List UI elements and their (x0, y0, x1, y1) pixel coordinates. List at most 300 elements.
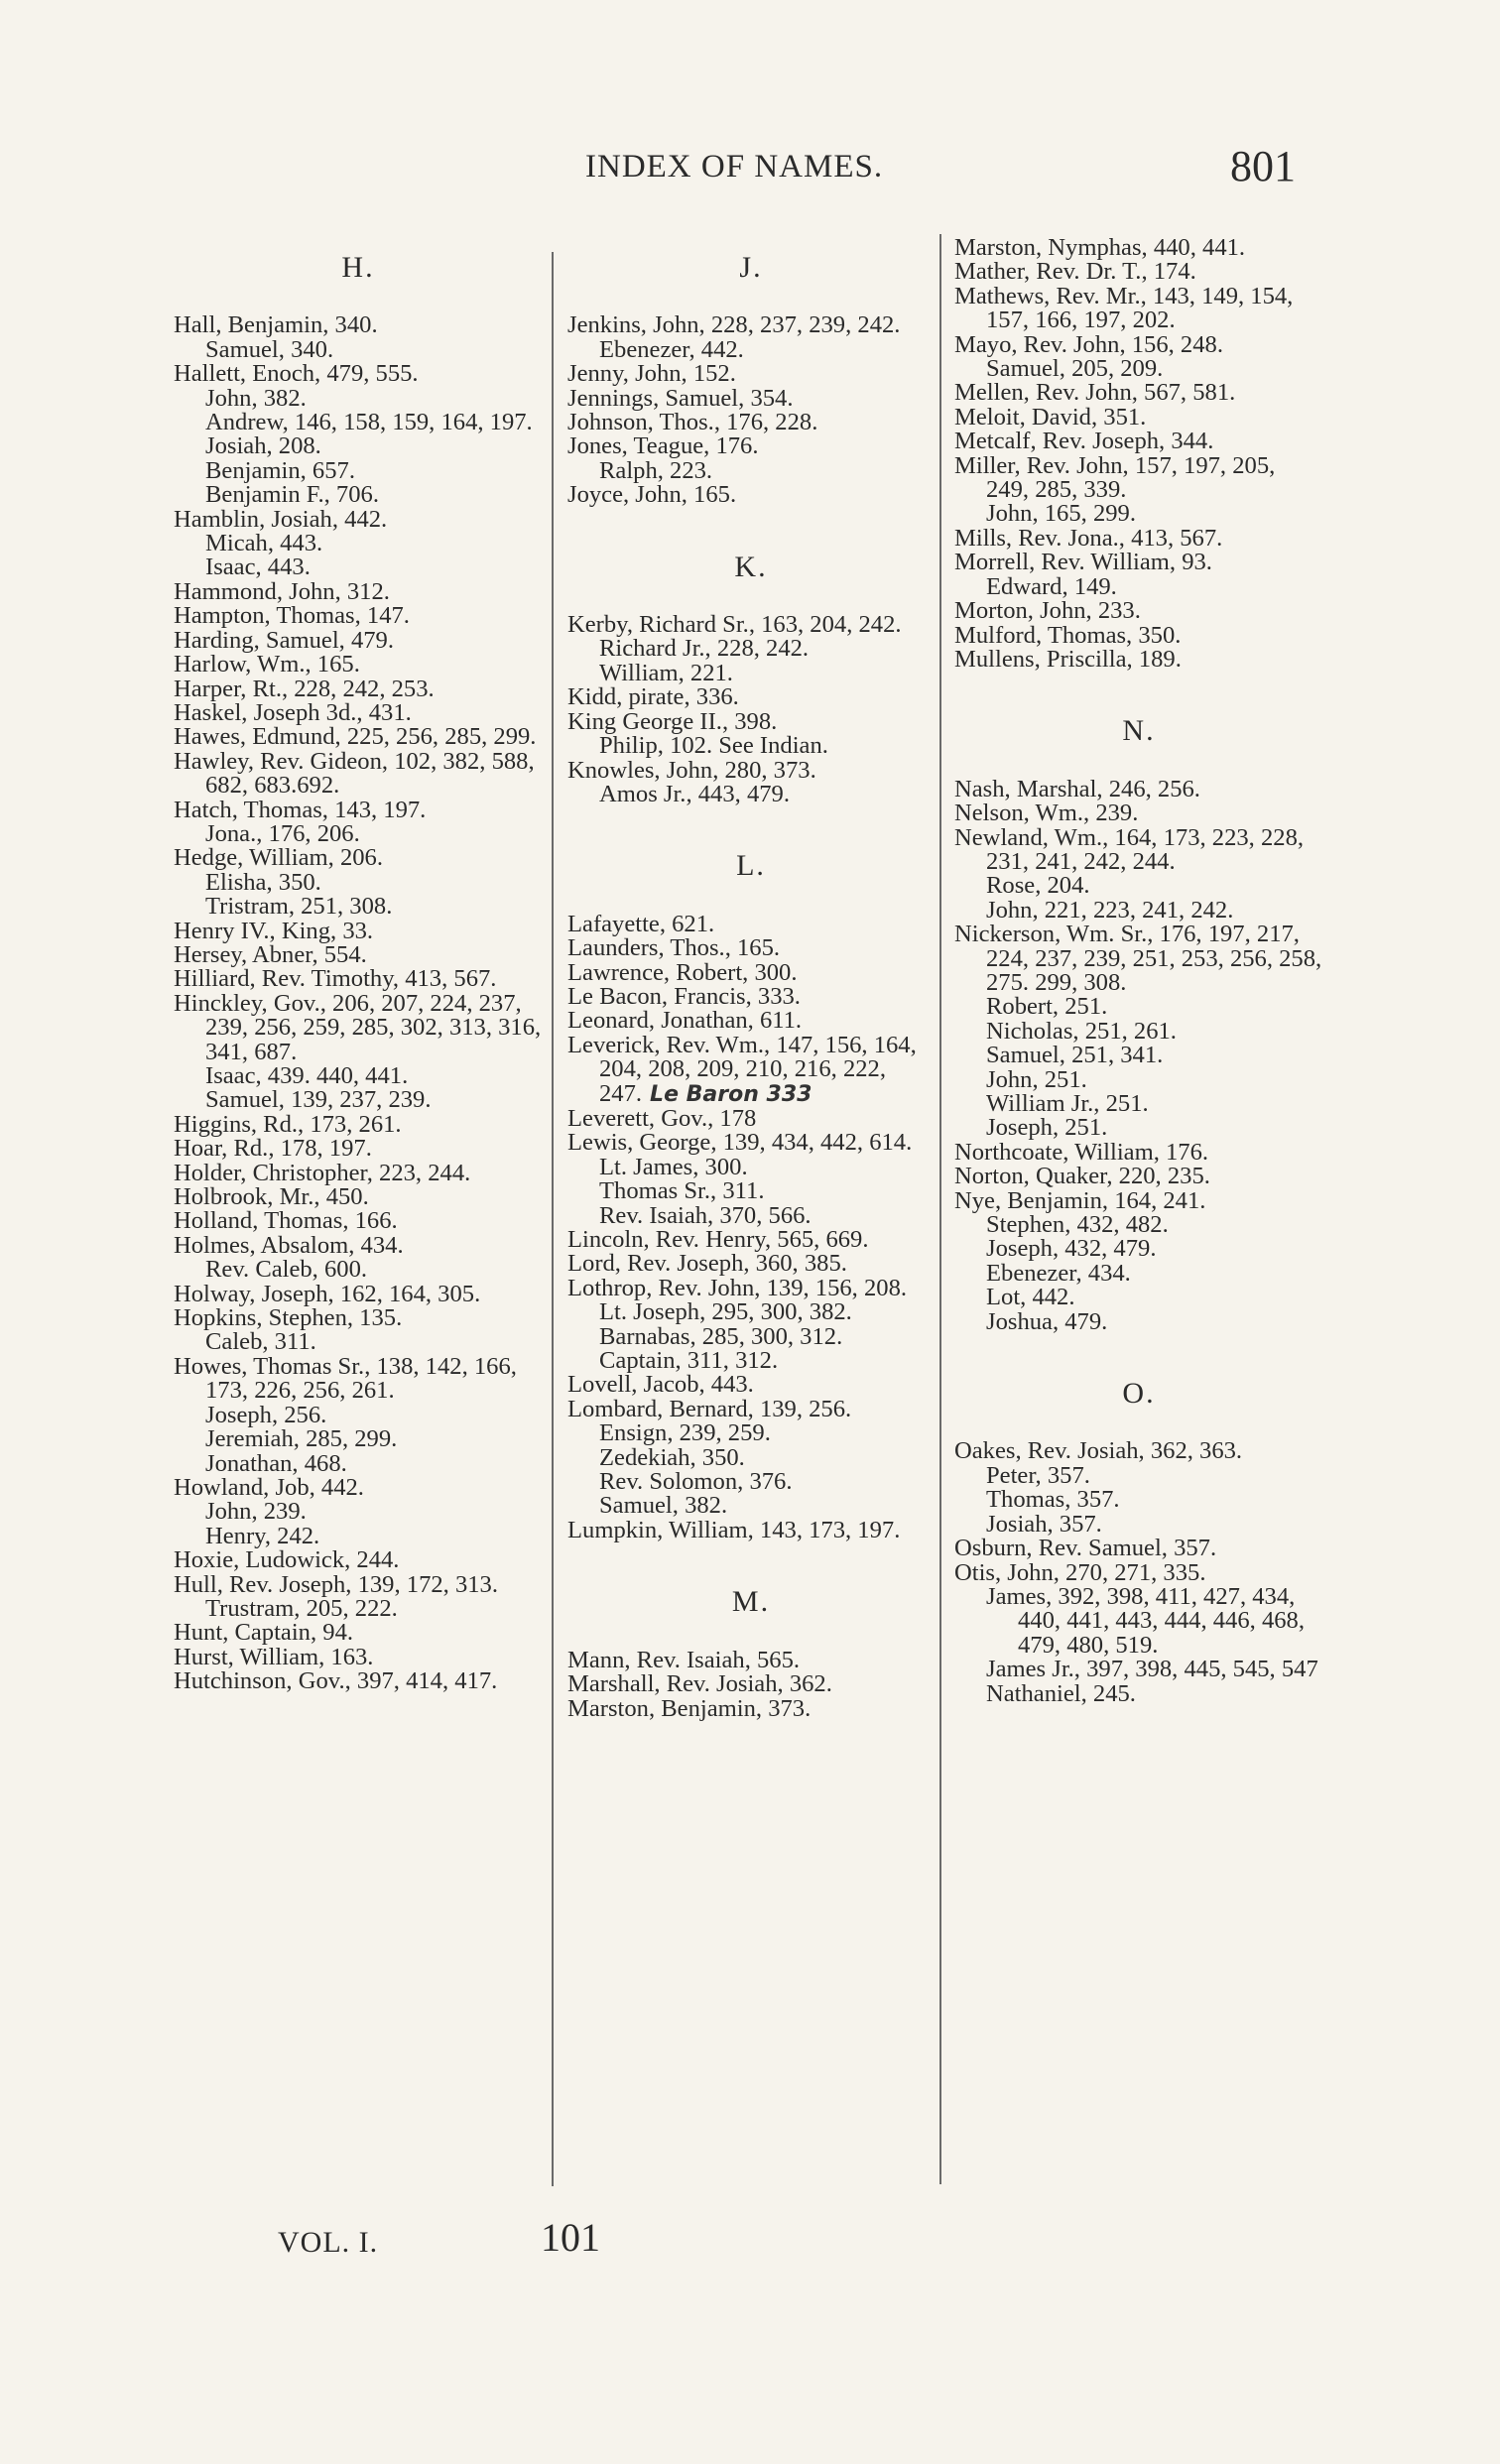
index-entry (954, 524, 1323, 552)
index-entry (174, 1110, 543, 1138)
entry-text: Amos Jr., 443, 479. (599, 780, 790, 807)
entry-text: Marshall, Rev. Josiah, 362. (567, 1670, 832, 1698)
index-subentry (954, 1213, 1323, 1237)
entry-text: Rose, 204. (986, 872, 1090, 900)
entry-text: Leverett, Gov., 178 (567, 1104, 757, 1132)
index-entry (567, 1031, 935, 1107)
index-entry (174, 917, 543, 944)
entry-text: Harding, Samuel, 479. (174, 626, 394, 654)
index-entry (567, 1395, 935, 1422)
index-entry (567, 756, 935, 784)
index-entry (567, 707, 935, 735)
entry-text: Leverick, Rev. Wm., 147, 156, 164, 204, 208, 209, 210, 216, 222, 247. (567, 1031, 917, 1107)
entry-text: Newland, Wm., 164, 173, 223, 228, 231, 241, 242, 244. (954, 823, 1305, 875)
entry-text: Barnabas, 285, 300, 312. (599, 1322, 843, 1350)
entry-text: Haskel, Joseph 3d., 431. (174, 698, 412, 726)
index-entry (174, 1570, 543, 1598)
entry-text: Captain, 311, 312. (599, 1347, 779, 1375)
index-subentry (174, 895, 543, 919)
entry-text: Kidd, pirate, 336. (567, 683, 739, 711)
index-entry (954, 282, 1323, 334)
index-entry (954, 645, 1323, 673)
index-entry (174, 1306, 543, 1330)
entry-text: John, 165, 299. (986, 500, 1136, 528)
index-subentry (567, 1322, 935, 1350)
index-entry (567, 384, 935, 412)
entry-text: Norton, Quaker, 220, 235. (954, 1163, 1210, 1190)
entry-text: Metcalf, Rev. Joseph, 344. (954, 428, 1214, 455)
entry-text: Nathaniel, 245. (986, 1679, 1136, 1707)
entry-text: Edward, 149. (986, 572, 1117, 600)
entry-text: Harlow, Wm., 165. (174, 651, 360, 678)
entry-text: Henry IV., King, 33. (174, 917, 374, 944)
entry-text: Morrell, Rev. William, 93. (954, 549, 1212, 576)
index-subentry (567, 1153, 935, 1180)
entry-text: Hallett, Enoch, 479, 555. (174, 360, 419, 388)
entry-text: Lafayette, 621. (567, 910, 715, 937)
index-subentry (174, 555, 543, 579)
index-subentry (567, 1421, 935, 1445)
index-entry (567, 1373, 935, 1397)
entry-text: Morton, John, 233. (954, 597, 1141, 625)
entry-text: Howland, Job, 442. (174, 1473, 364, 1501)
index-subentry (954, 502, 1323, 526)
index-subentry (954, 1092, 1323, 1116)
index-entry (954, 1439, 1323, 1463)
index-entry (174, 698, 543, 726)
entry-text: Samuel, 340. (205, 335, 334, 363)
index-entry (174, 1669, 543, 1693)
index-subentry (567, 456, 935, 484)
entry-text: Benjamin, 657. (205, 456, 355, 484)
entry-text: Howes, Thomas Sr., 138, 142, 166, 173, 226, 256, 261. (174, 1352, 517, 1405)
entry-text: William Jr., 251. (986, 1090, 1149, 1117)
index-entry (567, 434, 935, 458)
entry-text: Caleb, 311. (205, 1328, 316, 1356)
index-entry (954, 775, 1323, 802)
entry-text: Hedge, William, 206. (174, 844, 383, 872)
index-subentry (567, 1443, 935, 1471)
entry-text: Jones, Teague, 176. (567, 432, 759, 460)
entry-text: Samuel, 382. (599, 1492, 728, 1520)
entry-text: Oakes, Rev. Josiah, 362, 363. (954, 1437, 1243, 1465)
entry-text: Lot, 442. (986, 1284, 1075, 1311)
entry-text: Micah, 443. (205, 530, 323, 557)
entry-text: William, 221. (599, 659, 733, 686)
index-subentry (567, 659, 935, 686)
index-subentry (174, 1594, 543, 1622)
index-subentry (174, 483, 543, 507)
entry-text: Higgins, Rd., 173, 261. (174, 1110, 402, 1138)
index-entry (174, 1159, 543, 1186)
index-subentry (954, 1488, 1323, 1512)
index-subentry (567, 780, 935, 807)
entry-text: Hawes, Edmund, 225, 256, 285, 299. (174, 723, 537, 751)
index-subentry (567, 1470, 935, 1494)
entry-text: Holland, Thomas, 166. (174, 1207, 398, 1235)
index-entry (174, 1548, 543, 1572)
index-entry (954, 823, 1323, 875)
entry-text: Jennings, Samuel, 354. (567, 384, 794, 412)
section-letter: J. (739, 251, 763, 284)
page-number: 801 (1230, 142, 1296, 190)
entry-text: Robert, 251. (986, 993, 1108, 1021)
entry-text: Zedekiah, 350. (599, 1443, 745, 1471)
index-entry (567, 685, 935, 709)
index-subentry (954, 1679, 1323, 1707)
index-entry (174, 604, 543, 628)
index-entry (174, 1621, 543, 1645)
index-entry (954, 260, 1323, 284)
entry-text: Mills, Rev. Jona., 413, 567. (954, 524, 1223, 552)
entry-text: Samuel, 139, 237, 239. (205, 1086, 432, 1114)
index-entry (174, 1209, 543, 1233)
entry-text: Hutchinson, Gov., 397, 414, 417. (174, 1667, 498, 1695)
index-entry (954, 430, 1323, 453)
index-subentry (567, 1349, 935, 1373)
entry-text: Nash, Marshal, 246, 256. (954, 775, 1200, 802)
entry-text: Hilliard, Rev. Timothy, 413, 567. (174, 965, 497, 993)
index-entry (567, 1672, 935, 1696)
index-entry (174, 989, 543, 1065)
entry-text: Northcoate, William, 176. (954, 1138, 1209, 1166)
entry-text: Ensign, 239, 259. (599, 1419, 771, 1447)
index-subentry (954, 1286, 1323, 1309)
entry-text: Joseph, 432, 479. (986, 1235, 1157, 1263)
index-subentry (954, 1017, 1323, 1045)
index-entry (567, 613, 935, 637)
index-entry (954, 551, 1323, 574)
entry-text: Trustram, 205, 222. (205, 1594, 398, 1622)
entry-text: Marston, Benjamin, 373. (567, 1694, 812, 1722)
signature-mark: 101 (541, 2215, 600, 2260)
index-entry (567, 1131, 935, 1155)
index-entry (954, 330, 1323, 358)
index-entry (567, 1516, 935, 1543)
index-entry (174, 1185, 543, 1209)
entry-text: Harper, Rt., 228, 242, 253. (174, 675, 435, 702)
index-subentry (174, 1500, 543, 1524)
index-entry (567, 1694, 935, 1722)
entry-text: Richard Jr., 228, 242. (599, 635, 810, 663)
index-subentry (174, 1427, 543, 1451)
index-subentry (174, 1064, 543, 1088)
entry-text: Lewis, George, 139, 434, 442, 614. (567, 1129, 913, 1157)
entry-text: Thomas Sr., 311. (599, 1177, 765, 1205)
index-subentry (174, 1401, 543, 1428)
entry-text: Rev. Isaiah, 370, 566. (599, 1201, 812, 1229)
index-subentry (174, 456, 543, 484)
index-subentry (567, 1300, 935, 1324)
index-entry (174, 1280, 543, 1307)
column-divider-2 (939, 234, 941, 2184)
entry-text: Joshua, 479. (986, 1307, 1108, 1335)
entry-text: Ebenezer, 442. (599, 335, 744, 363)
index-subentry (954, 1116, 1323, 1140)
index-entry (567, 1646, 935, 1673)
index-subentry (954, 357, 1323, 381)
column-divider-1 (552, 252, 554, 2186)
entry-text: Hatch, Thomas, 143, 197. (174, 796, 427, 823)
section-letter: K. (734, 550, 768, 583)
entry-text: Lt. James, 300. (599, 1153, 748, 1180)
index-entry (954, 599, 1323, 623)
index-subentry (174, 335, 543, 363)
index-entry (567, 910, 935, 937)
page-footer (0, 2214, 1500, 2274)
entry-text: Kerby, Richard Sr., 163, 204, 242. (567, 611, 902, 639)
entry-text: Launders, Thos., 165. (567, 934, 781, 962)
entry-text: Mellen, Rev. John, 567, 581. (954, 379, 1236, 407)
index-entry (567, 411, 935, 434)
index-entry (567, 1228, 935, 1252)
index-subentry (567, 637, 935, 661)
handwritten-annotation: Le Baron 333 (650, 1081, 812, 1107)
section-letter: N. (1122, 714, 1156, 748)
entry-text: James Jr., 397, 398, 445, 545, 547 (986, 1656, 1318, 1683)
index-entry (954, 403, 1323, 431)
index-subentry (174, 868, 543, 896)
entry-text: Johnson, Thos., 176, 228. (567, 409, 818, 436)
entry-text: Holmes, Absalom, 434. (174, 1231, 404, 1259)
index-entry (567, 1274, 935, 1301)
entry-text: King George II., 398. (567, 707, 778, 735)
entry-text: Elisha, 350. (205, 868, 321, 896)
index-entry (954, 451, 1323, 504)
index-entry (954, 1138, 1323, 1166)
running-title: INDEX OF NAMES. (585, 149, 884, 185)
index-subentry (954, 1259, 1323, 1287)
index-entry (174, 747, 543, 800)
index-entry (954, 1165, 1323, 1188)
section-letter: L. (736, 849, 766, 883)
index-subentry (174, 1449, 543, 1477)
index-entry (954, 801, 1323, 825)
entry-text: Hurst, William, 163. (174, 1643, 374, 1670)
index-entry (567, 362, 935, 386)
entry-text: Isaac, 439. 440, 441. (205, 1062, 409, 1089)
entry-text: Tristram, 251, 308. (205, 893, 393, 921)
entry-text: Thomas, 357. (986, 1486, 1120, 1514)
entry-text: Mathews, Rev. Mr., 143, 149, 154, 157, 166, 197, 202. (954, 282, 1294, 334)
index-entry (954, 236, 1323, 260)
entry-text: Mann, Rev. Isaiah, 565. (567, 1646, 801, 1673)
index-subentry (174, 434, 543, 458)
entry-text: Hammond, John, 312. (174, 577, 390, 605)
entry-text: Mulford, Thomas, 350. (954, 621, 1182, 649)
index-subentry (954, 1065, 1323, 1093)
index-entry (954, 1186, 1323, 1214)
entry-text: Lawrence, Robert, 300. (567, 958, 798, 986)
entry-text: Nelson, Wm., 239. (954, 800, 1139, 827)
index-subentry (954, 1582, 1323, 1659)
entry-text: Peter, 357. (986, 1461, 1090, 1489)
index-entry (174, 796, 543, 823)
entry-text: Mayo, Rev. John, 156, 248. (954, 330, 1223, 358)
index-entry (174, 505, 543, 533)
entry-text: Joseph, 256. (205, 1401, 327, 1428)
index-entry (174, 1231, 543, 1259)
index-entry (174, 577, 543, 605)
entry-text: Leonard, Jonathan, 611. (567, 1007, 803, 1035)
entry-text: Lothrop, Rev. John, 139, 156, 208. (567, 1274, 908, 1301)
index-entry (954, 923, 1323, 995)
index-subentry (954, 1461, 1323, 1489)
entry-text: Hunt, Captain, 94. (174, 1619, 354, 1647)
entry-text: Holder, Christopher, 223, 244. (174, 1159, 471, 1186)
entry-text: Lovell, Jacob, 443. (567, 1371, 754, 1399)
index-subentry (954, 1307, 1323, 1335)
entry-text: Hopkins, Stephen, 135. (174, 1304, 403, 1332)
entry-text: Lumpkin, William, 143, 173, 197. (567, 1516, 901, 1543)
index-column-3 (954, 236, 1323, 1706)
entry-text: Holbrook, Mr., 450. (174, 1183, 369, 1211)
entry-text: Samuel, 251, 341. (986, 1042, 1164, 1069)
entry-text: Marston, Nymphas, 440, 441. (954, 234, 1246, 261)
index-entry (954, 1537, 1323, 1560)
index-entry (567, 1104, 935, 1132)
entry-text: Josiah, 357. (986, 1510, 1102, 1538)
entry-text: Jona., 176, 206. (205, 819, 360, 847)
index-entry (174, 313, 543, 337)
entry-text: Hall, Benjamin, 340. (174, 311, 378, 339)
entry-text: Henry, 242. (205, 1522, 320, 1549)
entry-text: Nye, Benjamin, 164, 241. (954, 1186, 1206, 1214)
entry-text: Miller, Rev. John, 157, 197, 205, 249, 285, 339. (954, 451, 1276, 504)
index-entry (567, 313, 935, 337)
entry-text: Hinckley, Gov., 206, 207, 224, 237, 239, 256, 259, 285, 302, 313, 316, 341, 687. (174, 989, 542, 1065)
entry-text: Rev. Caleb, 600. (205, 1256, 368, 1284)
index-entry (567, 483, 935, 507)
index-subentry (567, 734, 935, 758)
index-entry (954, 1558, 1323, 1586)
section-letter: O. (1122, 1377, 1156, 1411)
entry-text: Hull, Rev. Joseph, 139, 172, 313. (174, 1570, 498, 1598)
entry-text: Hawley, Rev. Gideon, 102, 382, 588, 682, 683.692. (174, 747, 535, 800)
entry-text: John, 221, 223, 241, 242. (986, 896, 1234, 924)
index-subentry (174, 1088, 543, 1112)
index-entry (567, 1009, 935, 1033)
index-subentry (954, 896, 1323, 924)
index-entry (174, 1137, 543, 1161)
index-subentry (954, 1237, 1323, 1261)
entry-text: Hoar, Rd., 178, 197. (174, 1135, 372, 1163)
index-entry (954, 621, 1323, 649)
section-letter: M. (731, 1585, 771, 1619)
index-entry (174, 1352, 543, 1405)
entry-text: Andrew, 146, 158, 159, 164, 197. (205, 409, 533, 436)
page-header (0, 141, 1500, 200)
index-subentry (567, 1179, 935, 1203)
entry-text: Hoxie, Ludowick, 244. (174, 1546, 400, 1574)
entry-text: Lombard, Bernard, 139, 256. (567, 1395, 852, 1422)
index-subentry (954, 995, 1323, 1019)
index-entry (567, 982, 935, 1010)
entry-text: John, 239. (205, 1498, 307, 1526)
index-column-1 (174, 251, 543, 1695)
entry-text: Lincoln, Rev. Henry, 565, 669. (567, 1226, 869, 1253)
index-entry (174, 653, 543, 677)
index-subentry (174, 1330, 543, 1354)
entry-text: Knowles, John, 280, 373. (567, 756, 816, 784)
entry-text: Lord, Rev. Joseph, 360, 385. (567, 1250, 847, 1278)
entry-text: Samuel, 205, 209. (986, 355, 1164, 383)
index-subentry (174, 1258, 543, 1282)
entry-text: Josiah, 208. (205, 432, 321, 460)
index-subentry (954, 874, 1323, 898)
entry-text: Philip, 102. See Indian. (599, 732, 828, 760)
index-subentry (174, 384, 543, 412)
entry-text: Joyce, John, 165. (567, 481, 737, 509)
entry-text: Osburn, Rev. Samuel, 357. (954, 1535, 1217, 1562)
index-subentry (954, 1510, 1323, 1538)
entry-text: Nicholas, 251, 261. (986, 1017, 1177, 1045)
index-subentry (567, 335, 935, 363)
entry-text: Hampton, Thomas, 147. (174, 602, 410, 630)
index-entry (174, 362, 543, 386)
entry-text: Benjamin F., 706. (205, 481, 379, 509)
volume-label: VOL. I. (278, 2226, 379, 2259)
index-subentry (567, 1201, 935, 1229)
entry-text: Stephen, 432, 482. (986, 1211, 1169, 1239)
section-letter: H. (341, 251, 375, 284)
entry-text: Holway, Joseph, 162, 164, 305. (174, 1280, 481, 1307)
entry-text: Hersey, Abner, 554. (174, 940, 367, 968)
index-subentry (954, 1044, 1323, 1067)
index-subentry (174, 819, 543, 847)
entry-text: Isaac, 443. (205, 554, 311, 581)
index-entry (174, 940, 543, 968)
entry-text: Jenkins, John, 228, 237, 239, 242. (567, 311, 901, 339)
entry-text: Mullens, Priscilla, 189. (954, 645, 1182, 673)
index-entry (174, 1473, 543, 1501)
entry-text: James, 392, 398, 411, 427, 434, 440, 441, 443, 444, 446, 468, 479, 480, 519. (986, 1582, 1305, 1659)
entry-text: Jonathan, 468. (205, 1449, 347, 1477)
index-entry (174, 967, 543, 991)
index-entry (567, 1252, 935, 1276)
index-entry (174, 675, 543, 702)
entry-text: Le Bacon, Francis, 333. (567, 982, 801, 1010)
index-subentry (954, 1658, 1323, 1681)
entry-text: Otis, John, 270, 271, 335. (954, 1558, 1206, 1586)
index-subentry (174, 532, 543, 555)
entry-text: Rev. Solomon, 376. (599, 1468, 793, 1496)
index-subentry (174, 1522, 543, 1549)
index-entry (174, 626, 543, 654)
index-entry (954, 381, 1323, 405)
entry-text: Hamblin, Josiah, 442. (174, 505, 388, 533)
entry-text: Nickerson, Wm. Sr., 176, 197, 217, 224, 237, 239, 251, 253, 256, 258, 275. 299, 308. (954, 921, 1322, 996)
index-entry (174, 1643, 543, 1670)
entry-text: Lt. Joseph, 295, 300, 382. (599, 1298, 852, 1326)
entry-text: Jeremiah, 285, 299. (205, 1425, 398, 1453)
index-column-2 (567, 251, 935, 1722)
entry-text: Ebenezer, 434. (986, 1259, 1131, 1287)
index-entry (567, 936, 935, 960)
entry-text: John, 251. (986, 1065, 1087, 1093)
entry-text: Joseph, 251. (986, 1114, 1108, 1142)
entry-text: Meloit, David, 351. (954, 403, 1147, 431)
index-subentry (567, 1494, 935, 1518)
index-subentry (174, 411, 543, 434)
entry-text: Jenny, John, 152. (567, 360, 736, 388)
index-entry (174, 846, 543, 870)
index-entry (174, 725, 543, 749)
index-subentry (954, 572, 1323, 600)
entry-text: Ralph, 223. (599, 456, 713, 484)
index-entry (567, 958, 935, 986)
entry-text: John, 382. (205, 384, 307, 412)
